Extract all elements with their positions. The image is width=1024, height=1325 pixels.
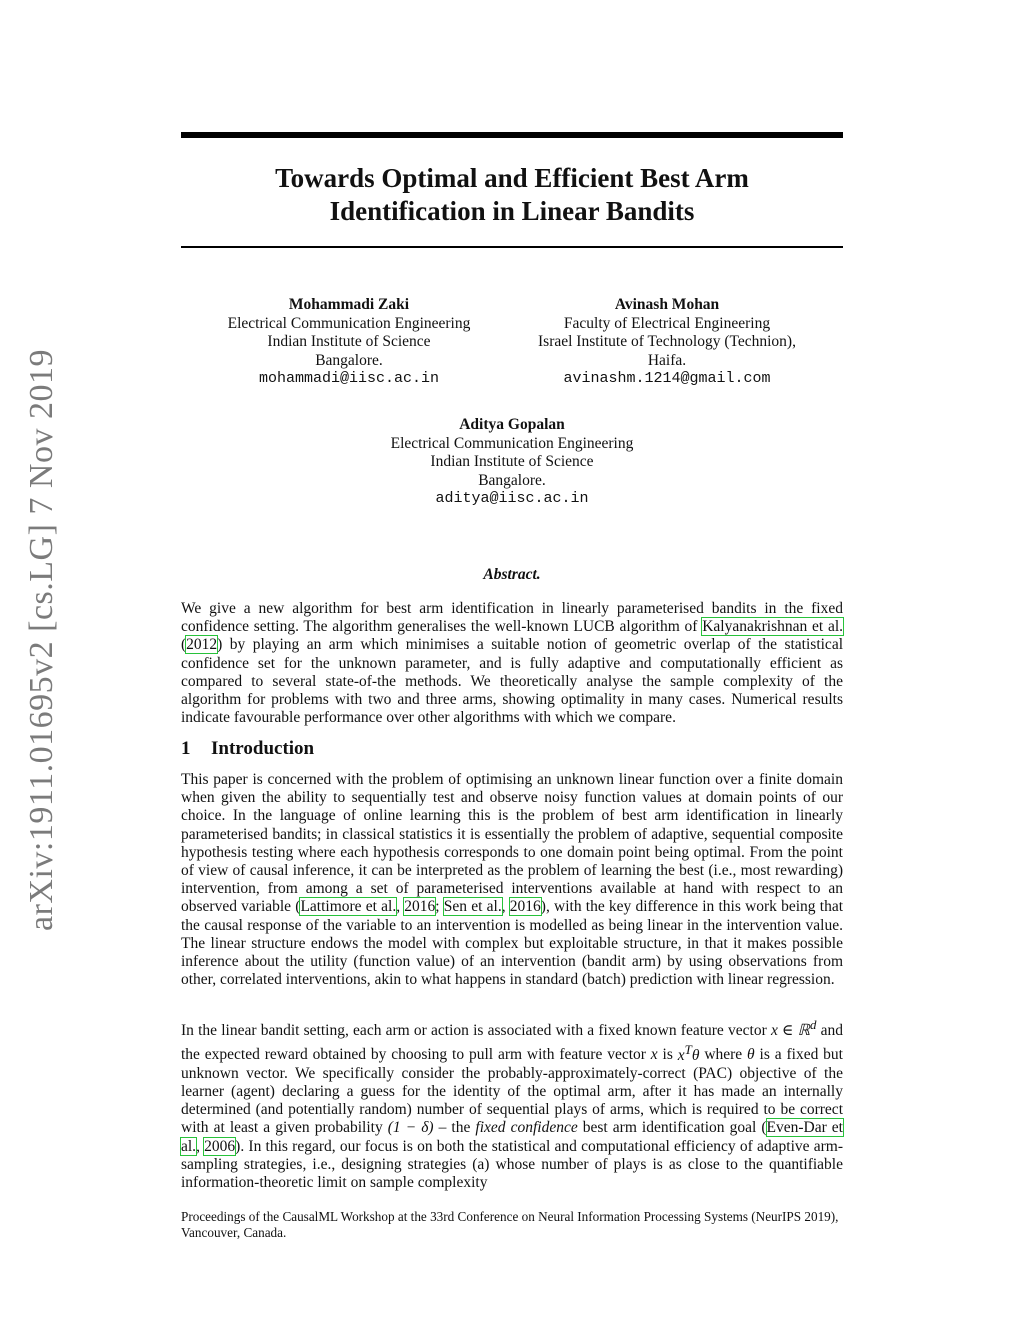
title-line-2: Identification in Linear Bandits	[329, 196, 695, 226]
author-block-zaki	[199, 296, 499, 389]
math-text: θ	[691, 1046, 700, 1064]
math-expression: (1 − δ)	[387, 1119, 434, 1137]
math-superscript: d	[809, 1017, 817, 1032]
author-affiliation: Bangalore.	[315, 351, 383, 369]
body-text-run: is	[657, 1046, 678, 1064]
author-affiliation: Bangalore.	[478, 471, 546, 489]
math-text: x	[677, 1046, 685, 1064]
body-text-run: is a fixed but unknown vector. We specifically consider the probably-approximately-correct (PAC) objective of the learner (agent) declaring a guess for the identity of the optimal arm, after it has made an internally determined (and potentially random) number of sequential plays of arms, which is required to be correct with at least a given probability	[181, 1046, 843, 1137]
citation-link[interactable]: 2016	[509, 898, 541, 916]
body-text-run: ). In this regard, our focus is on both the statistical and computational efficiency of adaptive arm-sampling strategies, i.e., designing strategies (a) whose number of plays is as close to the quantifiable information-theoretic limit on sample complexity	[181, 1137, 844, 1191]
author-name: Mohammadi Zaki	[288, 296, 410, 313]
proceedings-footnote: Proceedings of the CausalML Workshop at the 33rd Conference on Neural Information Processing Systems (NeurIPS 2019), Vancouver, Canada.	[181, 1209, 839, 1240]
math-expression: θ	[747, 1046, 755, 1064]
citation-link[interactable]: 2016	[404, 898, 436, 916]
emphasis-text: fixed confidence	[475, 1119, 578, 1137]
math-superscript: T	[684, 1041, 692, 1057]
author-block-mohan	[517, 296, 817, 389]
body-text-run: ,	[196, 1137, 205, 1155]
author-affiliation: Faculty of Electrical Engineering	[563, 314, 771, 332]
body-text-run: where	[699, 1046, 748, 1064]
citation-link[interactable]: 2006	[204, 1137, 236, 1155]
citation-link[interactable]: Kalyanakrishnan et al.	[702, 618, 843, 636]
author-email: aditya@iisc.ac.in	[435, 490, 589, 507]
intro-paragraph-2	[181, 1016, 843, 1192]
author-affiliation: Israel Institute of Technology (Technion),	[538, 333, 796, 350]
abstract-text-run: ) by playing an arm which minimises a suitable notion of geometric overlap of the statistical confidence set for the unknown parameter, and is fully adaptive and computationally efficient as compared to several state-of-the methods. We theoretically analyse the sample complexity of the algorithm for problems with two and three arms, showing optimality in many cases. Numerical results indicate favourable performance over other algorithms with which we compare.	[181, 636, 843, 727]
title-line-1: Towards Optimal and Efficient Best Arm	[275, 163, 749, 193]
body-text-run: – the	[433, 1119, 476, 1137]
author-affiliation: Haifa.	[647, 351, 687, 369]
body-text-run: In the linear bandit setting, each arm or action is associated with a fixed known feature vector	[181, 1022, 771, 1040]
section-title: Introduction	[211, 738, 315, 759]
section-heading-introduction	[181, 738, 314, 760]
author-email: avinashm.1214@gmail.com	[563, 370, 771, 387]
abstract-text-run: (	[181, 636, 187, 654]
body-text-run: ,	[501, 898, 510, 916]
author-block-gopalan	[362, 416, 662, 509]
section-number: 1	[181, 738, 191, 759]
author-affiliation: Electrical Communication Engineering	[390, 434, 634, 452]
title-top-rule	[181, 132, 843, 138]
body-text-run: and the expected reward obtained by choosing to pull arm with feature vector	[181, 1022, 843, 1064]
author-name: Aditya Gopalan	[459, 416, 565, 433]
body-text-run: best arm identification goal (	[577, 1119, 767, 1137]
author-name: Avinash Mohan	[614, 296, 720, 313]
body-text-run: This paper is concerned with the problem of optimising an unknown linear function over a finite domain when given the ability to sequentially test and observe noisy function values at domain points of our choice. In the language of online learning this is the problem of best arm identification in linearly parameterised bandits; in classical statistics it is essentially the problem of adaptive, sequential composite hypothesis testing where each hypothesis corresponds to one domain point being optimal. From the point of view of causal inference, it can be interpreted as the problem of learning the best (i.e., most rewarding) intervention, from among a set of parameterised interventions available at hand with respect to an observed variable (	[181, 771, 843, 916]
math-text: x ∈ ℝ	[770, 1022, 810, 1040]
math-expression	[770, 1017, 817, 1040]
body-text-run: ;	[435, 898, 444, 916]
body-text-run: ,	[396, 898, 405, 916]
paper-title	[181, 162, 843, 228]
citation-link[interactable]: Even-Dar et al.	[181, 1119, 843, 1155]
title-bottom-rule	[181, 246, 843, 248]
citation-link[interactable]: Lattimore et al.	[300, 898, 397, 916]
author-email: mohammadi@iisc.ac.in	[258, 370, 440, 387]
citation-link[interactable]: 2012	[186, 636, 218, 654]
intro-paragraph-1	[181, 771, 843, 989]
arxiv-identifier-stamp: arXiv:1911.01695v2 [cs.LG] 7 Nov 2019	[23, 349, 60, 931]
citation-link[interactable]: Sen et al.	[443, 898, 502, 916]
math-expression	[677, 1041, 700, 1064]
author-affiliation: Electrical Communication Engineering	[227, 314, 471, 332]
math-expression: x	[650, 1046, 658, 1064]
abstract-text-run: We give a new algorithm for best arm identification in linearly parameterised bandits in the fixed confidence setting. The algorithm generalises the well-known LUCB algorithm of	[181, 600, 843, 636]
author-affiliation: Indian Institute of Science	[267, 333, 431, 350]
abstract-paragraph	[181, 600, 843, 727]
body-text-run: ), with the key difference in this work being that the causal response of the variable to an intervention is modelled as being linear in the intervention value. The linear structure endows the model with complex but exploitable structure, in that it makes possible inference about the utility (function value) of an intervention (bandit arm) by using observations from other, correlated interventions, akin to what happens in standard (batch) prediction with linear regression.	[181, 898, 844, 989]
author-affiliation: Indian Institute of Science	[430, 453, 594, 470]
abstract-heading: Abstract.	[483, 566, 541, 583]
